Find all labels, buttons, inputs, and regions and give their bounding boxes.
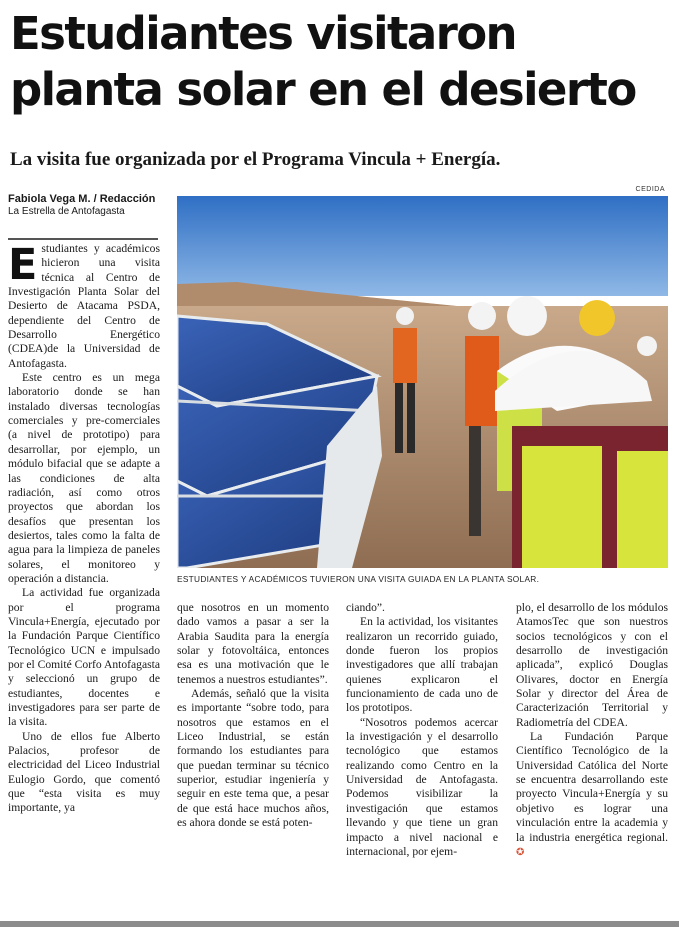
paragraph: La actividad fue organizada por el programa Vincula+Energía, ejecutado por la Fundación Parque Científico Tecnológico UCN e impulsado por el Comité Corfo Antofagasta y seleccionó un grupo de estudiantes, docentes e investigadores para ser parte de la visita.: [8, 586, 160, 729]
paragraph: “Nosotros podemos acercar la investigación y el desarrollo tecnológico que estamos realizando como Centro en la Universidad de Antofagasta. Podemos visibilizar la investigación que estamos llevando y que tiene un gran impacto a nivel nacional e internacional, por ejem-: [346, 715, 498, 858]
article-column-3: [346, 601, 498, 859]
headline-line-2: planta solar en el desierto: [10, 63, 636, 116]
byline-publication: La Estrella de Antofagasta: [8, 206, 125, 217]
solar-plant-illustration: [177, 196, 668, 568]
paragraph-text: La Fundación Parque Científico Tecnológico de la Universidad Católica del Norte se encuentra desarrollando este proyecto Vincula+Energía y su objetivo es lograr una vinculación entre la academia y la industria energética regional.: [516, 730, 668, 844]
paragraph: plo, el desarrollo de los módulos AtamosTec que son nuestros socios tecnológicos y con el desarrollo de investigación aplicada”, explicó Douglas Olivares, doctor en Energía Solar y director del Área de Caracterización Territorial y Radiometría del CDEA.: [516, 601, 668, 729]
footer-bar: [0, 921, 679, 927]
article-column-2: [177, 601, 329, 831]
headline: [10, 6, 675, 118]
paragraph-text: studiantes y académicos hicieron una visita técnica al Centro de Investigación Planta Solar del Desierto de Atacama PSDA, dependiente del Centro de Desarrollo Energético (CDEA)de la Universidad de Antofagasta.: [8, 242, 160, 370]
article-column-1: [8, 242, 160, 816]
paragraph: [8, 242, 160, 371]
article-photo: [177, 196, 668, 568]
paragraph: [516, 730, 668, 860]
paragraph: que nosotros en un momento dado vamos a pasar a ser la Arabia Saudita para la energía solar y fotovoltáica, entonces esa es una motivación que le tenemos a nuestros estudiantes”.: [177, 601, 329, 686]
headline-line-1: Estudiantes visitaron: [10, 7, 516, 60]
paragraph: Además, señaló que la visita es importante “sobre todo, para nosotros que estamos en el Liceo Industrial, se están formando los estudiantes para que puedan terminar su técnico superior, estudiar ingeniería y seguir en este tema que, a pesar de que está hace muchos años, es ahora donde se está poten-: [177, 687, 329, 830]
byline-author: Fabiola Vega M. / Redacción: [8, 193, 156, 205]
byline: [8, 193, 155, 217]
drop-cap: E: [8, 240, 38, 290]
photo-credit: CEDIDA: [635, 186, 665, 193]
sky: [177, 196, 668, 296]
end-of-article-icon: ✪: [516, 846, 525, 858]
photo-caption: ESTUDIANTES Y ACADÉMICOS TUVIERON UNA VISITA GUIADA EN LA PLANTA SOLAR.: [177, 574, 540, 584]
article-column-4: [516, 601, 668, 860]
paragraph: Este centro es un mega laboratorio donde se han instalado diversas tecnologías comerciales y pre-comerciales (a nivel de prototipo) para desarrollar, por ejemplo, un módulo bifacial que se adapte a las condiciones de alta radiación, así como otros proyectos que abordan los desafíos que presentan los desiertos, tales como la falta de agua para la limpieza de paneles solares, el monitoreo y operación a distancia.: [8, 371, 160, 585]
paragraph: En la actividad, los visitantes realizaron un recorrido guiado, donde fueron los propios investigadores que allí trabajan quienes explicaron el funcionamiento de cada uno de los prototipos.: [346, 615, 498, 715]
subheadline: La visita fue organizada por el Programa Vincula + Energía.: [10, 149, 501, 170]
paragraph: Uno de ellos fue Alberto Palacios, profesor de electricidad del Liceo Industrial Eulogio Gordo, que comentó que “esta visita es muy importante, ya: [8, 729, 160, 815]
paragraph: ciando”.: [346, 601, 385, 614]
